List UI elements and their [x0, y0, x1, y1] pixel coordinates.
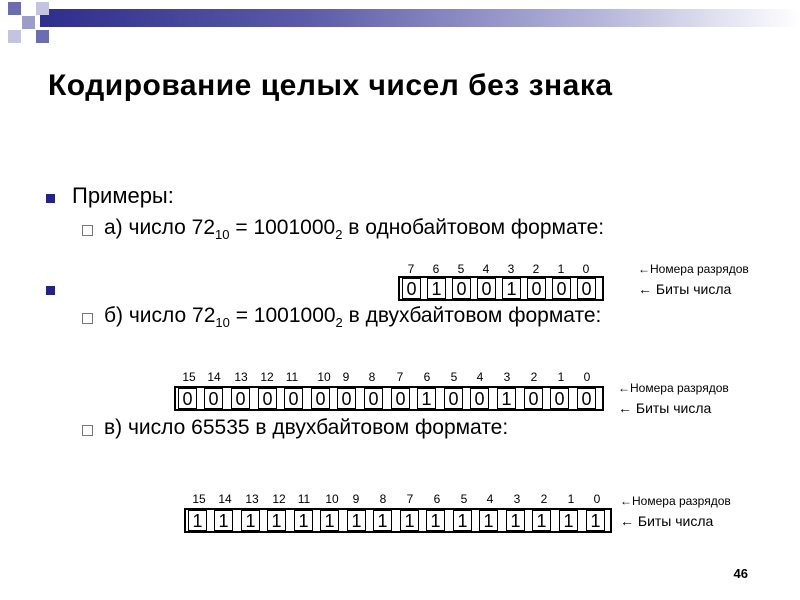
- checkbox-bullet-icon: [82, 425, 93, 436]
- position-label: 5: [460, 492, 468, 506]
- bit-cell: 0: [452, 278, 471, 299]
- position-label: 0: [593, 492, 601, 506]
- position-label: 14: [218, 492, 232, 506]
- bit-cell: 0: [550, 388, 569, 409]
- position-label: 8: [368, 370, 376, 384]
- example-b-text: б) число $72_{10} = 1001000_2$ в двухбайтовом формате:: [104, 304, 602, 330]
- position-label: 4: [476, 370, 484, 384]
- position-label: 9: [342, 370, 350, 384]
- position-label: 1: [567, 492, 575, 506]
- position-label: 0: [583, 370, 591, 384]
- bit-cell: 0: [477, 278, 496, 299]
- position-label: 3: [507, 262, 515, 276]
- bit-cell: 1: [400, 510, 419, 531]
- decor-square: [36, 30, 49, 43]
- position-label: 2: [532, 262, 540, 276]
- page-number: 46: [733, 566, 748, 581]
- bits-label: ← Биты числа: [638, 281, 732, 297]
- bit-cell: 0: [391, 388, 410, 409]
- bit-cell: 1: [188, 510, 207, 531]
- bit-cell: 0: [364, 388, 383, 409]
- position-label: 4: [486, 492, 494, 506]
- position-label: 1: [557, 370, 565, 384]
- bit-cell: 0: [552, 278, 571, 299]
- positions-label: ←Номера разрядов: [638, 262, 749, 276]
- position-label: 11: [285, 370, 299, 384]
- bit-cell: 0: [284, 388, 303, 409]
- bit-cell: 1: [373, 510, 392, 531]
- title-decoration-bar: [0, 0, 800, 48]
- position-label: 8: [379, 492, 387, 506]
- decor-square: [8, 2, 21, 15]
- position-label: 13: [234, 370, 248, 384]
- bits-label: ← Биты числа: [618, 400, 712, 416]
- positions-label: ←Номера разрядов: [618, 381, 729, 395]
- bit-cell: 1: [214, 510, 233, 531]
- position-label: 6: [432, 262, 440, 276]
- position-label: 5: [450, 370, 458, 384]
- gradient-stripe: [40, 9, 800, 27]
- decor-square: [22, 16, 35, 29]
- position-label: 4: [482, 262, 490, 276]
- bit-cell: 1: [267, 510, 286, 531]
- bit-cell: 0: [577, 388, 596, 409]
- position-label: 11: [297, 492, 311, 506]
- bullet-text: Примеры:: [72, 183, 174, 208]
- position-label: 12: [260, 370, 274, 384]
- position-label: 6: [433, 492, 441, 506]
- checkbox-bullet-icon: [82, 313, 93, 324]
- position-label: 15: [182, 370, 196, 384]
- bullet-square-icon: [46, 286, 55, 295]
- bit-cell: 1: [506, 510, 525, 531]
- bit-cell: 0: [444, 388, 463, 409]
- position-label: 6: [423, 370, 431, 384]
- bit-cell: 0: [311, 388, 330, 409]
- bit-cell: 0: [577, 278, 596, 299]
- position-label: 10: [317, 370, 331, 384]
- bit-cell: 1: [502, 278, 521, 299]
- bit-cell: 1: [586, 510, 605, 531]
- bit-cell: 1: [427, 278, 446, 299]
- position-label: 13: [245, 492, 259, 506]
- example-a-text: а) число $72_{10} = 1001000_2$ в однобайтовом формате:: [104, 216, 605, 242]
- slide-title: Кодирование целых чисел без знака: [48, 69, 613, 102]
- position-label: 7: [407, 262, 415, 276]
- bit-cell: 0: [524, 388, 543, 409]
- bit-cell: 1: [320, 510, 339, 531]
- bullet-square-icon: [46, 194, 55, 203]
- bit-cell: 1: [453, 510, 472, 531]
- bits-label: ← Биты числа: [620, 513, 714, 529]
- positions-label: ←Номера разрядов: [620, 494, 731, 508]
- bit-cell: 0: [470, 388, 489, 409]
- bit-cell: 1: [241, 510, 260, 531]
- position-label: 12: [272, 492, 286, 506]
- bit-cell: 0: [204, 388, 223, 409]
- position-label: 7: [406, 492, 414, 506]
- bit-cell: 1: [426, 510, 445, 531]
- position-label: 5: [457, 262, 465, 276]
- position-label: 15: [192, 492, 206, 506]
- decor-square: [8, 30, 21, 43]
- position-label: 10: [325, 492, 339, 506]
- position-label: 2: [530, 370, 538, 384]
- bit-cell: 1: [532, 510, 551, 531]
- bit-cell: 0: [258, 388, 277, 409]
- bit-cell: 1: [347, 510, 366, 531]
- bit-cell: 1: [497, 388, 516, 409]
- bit-cell: 0: [337, 388, 356, 409]
- bit-cell: 0: [402, 278, 421, 299]
- decor-square: [36, 2, 49, 15]
- checkbox-bullet-icon: [82, 225, 93, 236]
- bit-cell: 1: [559, 510, 578, 531]
- position-label: 3: [513, 492, 521, 506]
- example-c-text: в) число 65535 в двухбайтовом формате:: [104, 416, 509, 439]
- position-label: 9: [352, 492, 360, 506]
- position-label: 0: [582, 262, 590, 276]
- bit-cell: 0: [178, 388, 197, 409]
- position-label: 7: [396, 370, 404, 384]
- bit-cell: 1: [417, 388, 436, 409]
- position-label: 2: [540, 492, 548, 506]
- position-label: 1: [557, 262, 565, 276]
- position-label: 14: [207, 370, 221, 384]
- bit-cell: 0: [527, 278, 546, 299]
- bit-cell: 1: [479, 510, 498, 531]
- bit-cell: 1: [294, 510, 313, 531]
- position-label: 3: [503, 370, 511, 384]
- bit-cell: 0: [231, 388, 250, 409]
